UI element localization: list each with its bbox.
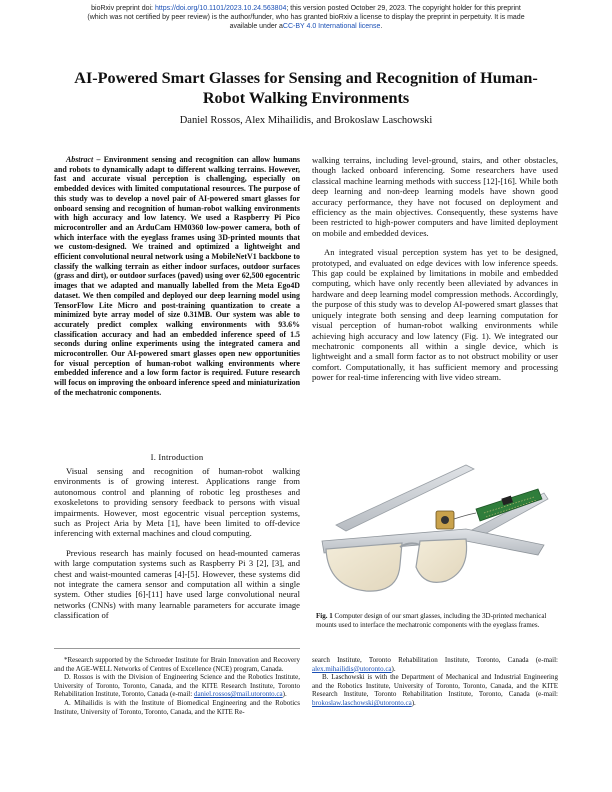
banner-text: ; this version posted October 29, 2023. The copyright holder for this preprint [286, 5, 521, 12]
doi-link[interactable]: https://doi.org/10.1101/2023.10.24.563804 [154, 5, 287, 12]
figure-caption [316, 612, 556, 629]
footnote-divider [54, 648, 300, 649]
intro-paragraph-2: Previous research has mainly focused on head-mounted cameras with large computation systems such as Raspberry Pi 3 [2], [3], and chest and waist-mounted cameras [4]-[5]. However, these systems did not integrate the camera sensor and computation all within a single system. Other studies [6]-[11] have used large convolutional neural networks (CNNs) with many learnable parameters for accurate image classification of [54, 547, 300, 621]
footnotes-right [312, 656, 558, 708]
footnote-text: search Institute, Toronto Rehabilitation Institute, Toronto, Canada (e-mail: [312, 656, 558, 664]
footnote-mihailidis: A. Mihailidis is with the Institute of Biomedical Engineering and the Robotics Institute, University of Toronto, Toronto, Canada, and the KITE Re- [54, 698, 300, 716]
banner-line-2: (which was not certified by peer review) is the author/funder, who has granted bioRxiv a license to display the preprint in perpetuity. It is made [87, 14, 525, 21]
footnote-text: ). [411, 698, 416, 707]
right-lens [416, 539, 467, 582]
paper-authors: Daniel Rossos, Alex Mihailidis, and Brokoslaw Laschowski [179, 115, 433, 126]
email-link-rossos[interactable]: daniel.rossos@mail.utoronto.ca [193, 690, 283, 699]
right-paragraph-1: walking terrains, including level-ground, stairs, and other obstacles, though lacked onboard inferencing. Some researchers have used classical machine learning methods with success [12]-[16]. While both deep learning and non-deep learning models have shown good accuracy performance, they have not focused on deployment and efficiency as the main objectives. Consequently, these systems have been restricted to high-power computers and have limited deployment on mobile and embedded devices. [312, 155, 558, 238]
preprint-banner [40, 4, 572, 31]
right-column-body [312, 155, 558, 383]
banner-text: available under a [229, 23, 283, 30]
footnote-text: ). [282, 690, 287, 699]
email-link-laschowski[interactable]: brokoslaw.laschowski@utoronto.ca [312, 698, 412, 707]
footnote-mihailidis-continued [312, 656, 558, 673]
paper-title: AI-Powered Smart Glasses for Sensing and Recognition of Human-Robot Walking Environments [74, 69, 538, 107]
abstract-lead: Abstract [66, 155, 94, 164]
email-link-mihailidis[interactable]: alex.mihailidis@utoronto.ca [312, 664, 392, 673]
left-lens [326, 543, 402, 591]
abstract [54, 155, 300, 398]
license-link[interactable]: CC-BY 4.0 International license [282, 23, 381, 30]
footnote-text: B. Laschowski is with the Department of Mechanical and Industrial Engineering and the Robotics Institute, University of Toronto, Toronto, Canada, and the KITE Research Institute, Toronto Rehabilitation Institute, Toronto, Canada (e-mail: [312, 673, 558, 699]
footnote-laschowski [312, 673, 558, 707]
introduction-body [54, 466, 300, 621]
footnotes-left [54, 656, 300, 716]
abstract-text: – Environment sensing and recognition can allow humans and robots to dynamically adapt to different walking terrains. However, fast and accurate visual perception is challenging, especially on embedded devices with limited computational resources. The purpose of this study was to develop a novel pair of AI-powered smart glasses for onboard sensing and recognition of human-robot walking environments with high accuracy and low latency. We used a Raspberry Pi Pico microcontroller and an ArduCam HM0360 low-power camera, both of which interface with the eyeglass frames using 3D-printed mounts that we custom-designed. We trained and optimized a lightweight and efficient convolutional neural network using a MobileNetV1 backbone to classify the walking terrain as either indoor surfaces, outdoor surfaces (grass and dirt), or outdoor surfaces (paved) using over 62,500 egocentric images that we adapted and manually labelled from the Meta Ego4D dataset. We then compiled and deployed our deep learning model using TensorFlow Lite Micro and post-training quantization to create a minimized byte array model of size 0.31MB. Our system was able to accurately predict complex walking environments with 93.6% classification accuracy and had an embedded inference speed of 1.5 seconds during online experiments using the integrated camera and microcontroller. Our AI-powered smart glasses open new opportunities for visual perception of human-robot walking environments where embedded inference and a low form factor is required. Future research will focus on improving the onboard inference speed and miniaturization of the mechatronic components. [54, 155, 300, 397]
banner-line-1 [40, 4, 572, 13]
figure-caption-text: Computer design of our smart glasses, including the 3D-printed mechanical mounts used to interface the mechatronic components with the eyeglass frames. [316, 612, 547, 629]
smart-glasses-render [316, 455, 554, 605]
banner-text: . [380, 23, 383, 30]
banner-line-3 [40, 22, 572, 31]
footnote-text: D. Rossos is with the Division of Engineering Science and the Robotics Institute, University of Toronto, Toronto, Canada, and the KITE Research Institute, Toronto Rehabilitation Institute, Toronto, Canada (e-mail: [54, 673, 300, 699]
right-paragraph-2: An integrated visual perception system has yet to be designed, prototyped, and evaluated on edge devices with low inference speeds. This gap could be explained by limitations in mobile and embedded computing, which have only recently been alleviated by advances in hardware and deep learning model compression methods. Accordingly, the purpose of this study was to develop AI-powered smart glasses that uniquely integrate both sensing and deep learning computation for visual perception of human-robot walking environments while achieving high accuracy and low latency (Fig. 1). We integrated our mechatronic components all within a single device, which is lightweight and a small form factor as to not obstruct mobility or user comfort. Computationally, it has sufficient memory and processing power for real-time inferencing with live video stream. [312, 247, 558, 383]
intro-paragraph-1: Visual sensing and recognition of human-robot walking environments is of growing interest. Applications range from autonomous control and planning of robotic leg prostheses and exoskeletons to providing sensory feedback to persons with visual impairments. However, most egocentric visual perception systems, such as Project Aria by Meta [1], have been limited to off-device inferencing with external machines and cloud computing. [54, 466, 300, 539]
footnote-funding: *Research supported by the Schroeder Institute for Brain Innovation and Recovery and the AGE-WELL Networks of Centres of Excellence (NCE) program, Canada. [54, 656, 300, 673]
figure-caption-label: Fig. 1 [316, 612, 333, 620]
banner-text: bioRxiv preprint doi: [91, 5, 155, 12]
footnote-rossos [54, 673, 300, 699]
figure-smart-glasses [316, 455, 554, 605]
abstract-paragraph [54, 155, 300, 398]
footnote-text: ). [391, 664, 396, 673]
section-heading-introduction: I. Introduction [150, 452, 204, 462]
